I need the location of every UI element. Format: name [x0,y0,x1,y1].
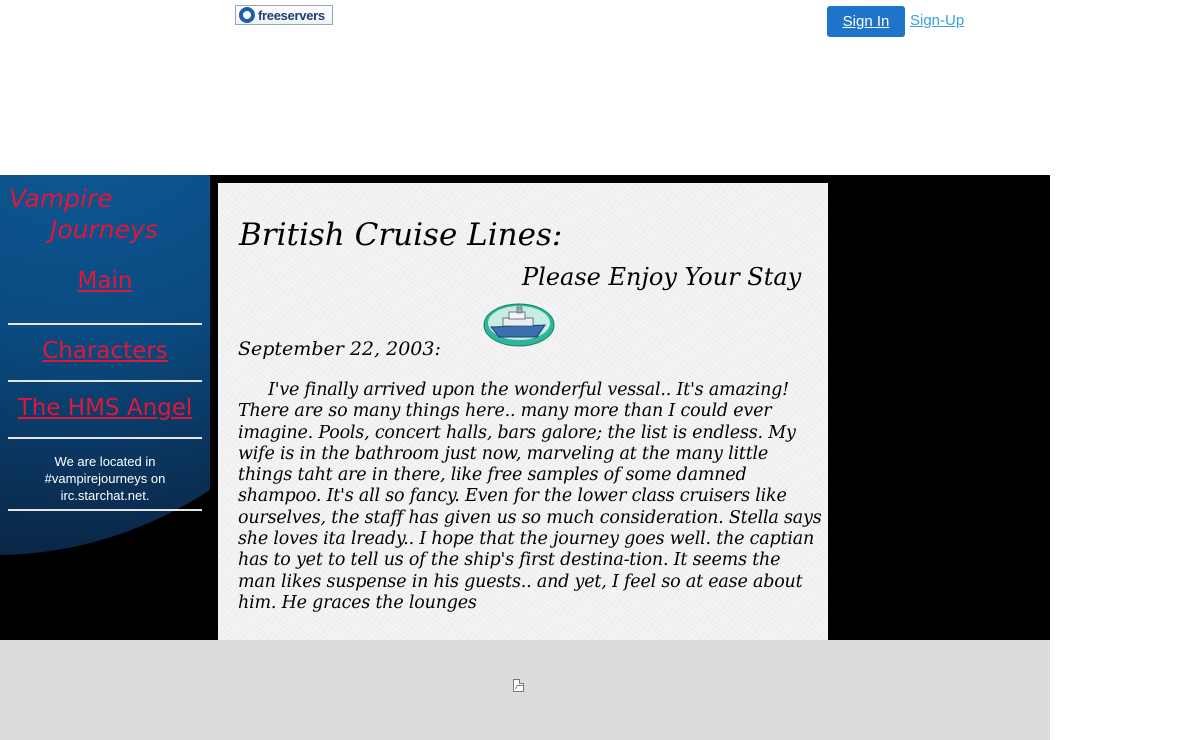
sign-in-button[interactable]: Sign In [827,6,905,37]
nav-link-hms-angel[interactable]: The HMS Angel [17,395,193,421]
journal-entry: I've finally arrived upon the wonderful vessal.. It's amazing! There are so many things here.. many more than I could ever imagine. Pools, concert halls, bars galore; the list is endless. My wife is in the bathroom just now, marveling at the many little things taht are in there, like free samples of some damned shampoo. It's all so fancy. Even for the lower class cruisers like ourselves, the staff has given us so much consideration. Stella says she loves ita lready.. I hope that the journey goes well. the captian has to yet to tell us of the ship's first destina-tion. It seems the man likes suspense in his guests.. and yet, I feel so at ease about him. He graces the lounges [238,380,822,613]
ad-placeholder [0,640,1050,740]
broken-image-icon [513,679,524,692]
nav-link-main[interactable]: Main [77,268,133,294]
site-title-line2: Journeys [50,215,158,244]
sidebar [0,175,210,640]
sign-up-link[interactable]: Sign-Up [910,12,965,29]
cruise-ship-icon [483,303,555,347]
freeservers-logo[interactable] [235,5,333,25]
page-title: British Cruise Lines: [239,217,563,253]
entry-date: September 22, 2003: [238,338,441,360]
page-subtitle: Please Enjoy Your Stay [522,263,802,291]
irc-location-text: We are located in #vampirejourneys on irc.starchat.net. [44,454,166,503]
site-title-line1: Vampire [9,184,113,213]
nav-link-characters[interactable]: Characters [42,338,168,364]
nav-divider [8,323,202,325]
logo-text: freeservers [258,7,325,23]
site-frame [0,175,1050,640]
nav-divider [8,380,202,382]
freeservers-logo-icon [239,7,255,23]
nav-divider [8,509,202,511]
site-title [9,183,158,245]
nav-divider [8,437,202,439]
content-paper [218,183,828,640]
